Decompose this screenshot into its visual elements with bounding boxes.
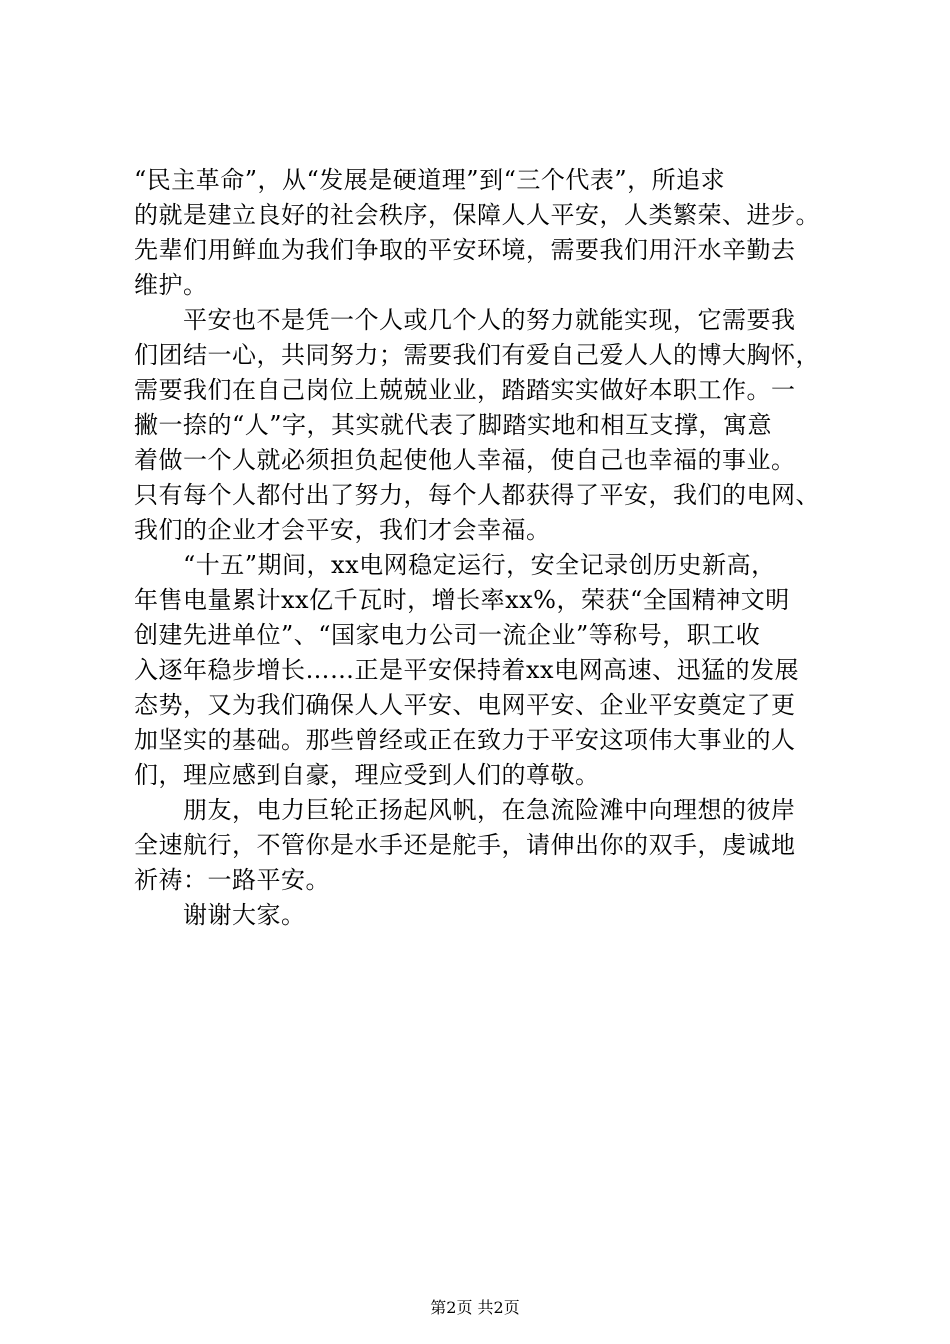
page-number-footer: 第2页 共2页: [430, 1298, 520, 1317]
text-line: 们团结一心，共同努力；需要我们有爱自己爱人人的博大胸怀，: [134, 341, 820, 369]
document-body: [134, 163, 839, 933]
text-line: 谢谢大家。: [134, 901, 306, 929]
text-line: 需要我们在自己岗位上兢兢业业，踏踏实实做好本职工作。一: [134, 376, 796, 404]
text-line: 祈祷：一路平安。: [134, 866, 330, 894]
text-line: 我们的企业才会平安，我们才会幸福。: [134, 516, 551, 544]
text-line: 着做一个人就必须担负起使他人幸福，使自己也幸福的事业。: [134, 446, 796, 474]
text-line: 平安也不是凭一个人或几个人的努力就能实现，它需要我: [134, 306, 796, 334]
text-line: 全速航行，不管你是水手还是舵手，请伸出你的双手，虔诚地: [134, 831, 796, 859]
text-line: 只有每个人都付出了努力，每个人都获得了平安，我们的电网、: [134, 481, 820, 509]
text-line: 维护。: [134, 271, 208, 299]
text-line: 年售电量累计xx亿千瓦时，增长率xx%，荣获“全国精神文明: [134, 586, 790, 614]
text-line: “十五”期间，xx电网稳定运行，安全记录创历史新高，: [134, 551, 776, 579]
text-line: 撇一捺的“人”字，其实就代表了脚踏实地和相互支撑，寓意: [134, 411, 773, 439]
text-line: 创建先进单位”、“国家电力公司一流企业”等称号，职工收: [134, 621, 761, 649]
text-line: 们，理应感到自豪，理应受到人们的尊敬。: [134, 761, 600, 789]
text-line: “民主革命”，从“发展是硬道理”到“三个代表”，所追求: [134, 166, 726, 194]
text-line: 先辈们用鲜血为我们争取的平安环境，需要我们用汗水辛勤去: [134, 236, 796, 264]
text-line: 入逐年稳步增长……正是平安保持着xx电网高速、迅猛的发展: [134, 656, 800, 684]
text-line: 态势，又为我们确保人人平安、电网平安、企业平安奠定了更: [134, 691, 796, 719]
text-line: 朋友，电力巨轮正扬起风帆，在急流险滩中向理想的彼岸: [134, 796, 796, 824]
text-line: 加坚实的基础。那些曾经或正在致力于平安这项伟大事业的人: [134, 726, 796, 754]
text-line: 的就是建立良好的社会秩序，保障人人平安，人类繁荣、进步。: [134, 201, 820, 229]
